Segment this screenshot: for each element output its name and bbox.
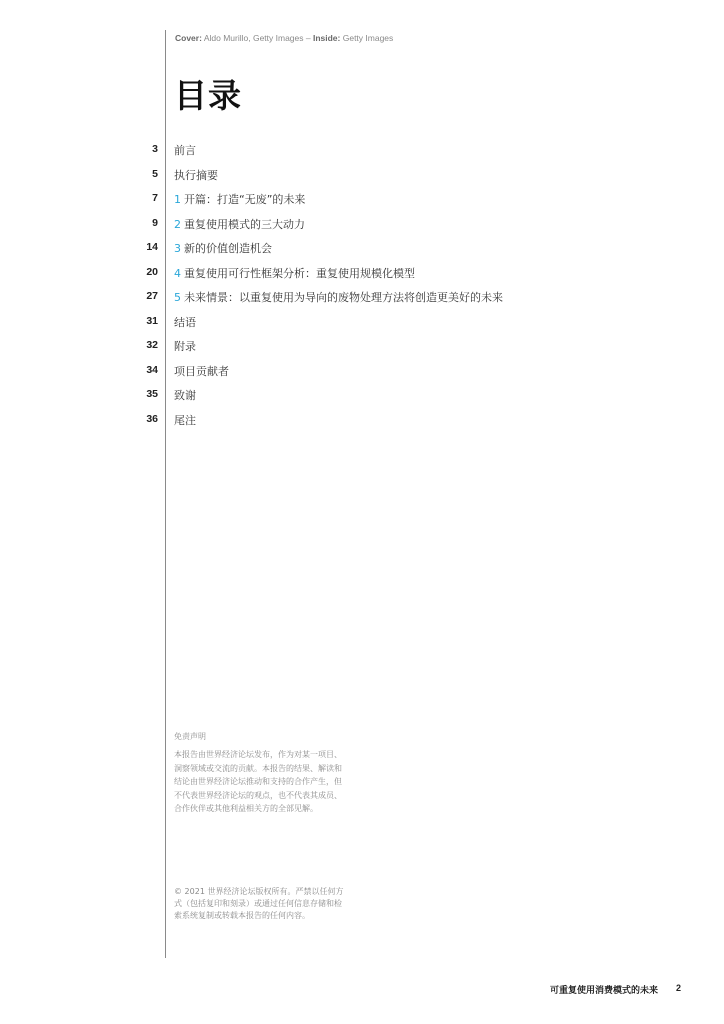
toc-entry[interactable] [0,214,724,239]
copyright-notice: © 2021 世界经济论坛版权所有。严禁以任何方式（包括复印和刻录）或通过任何信息存储和检索系统复制或转载本报告的任何内容。 [174,887,344,920]
toc-entry[interactable] [0,312,724,337]
toc-entry-label [174,363,229,379]
table-of-contents [0,140,724,434]
inside-credit-text: Getty Images [340,33,394,43]
toc-page-number: 9 [152,216,158,229]
toc-chapter-number: 2 [174,217,181,231]
toc-entry-label [174,240,272,256]
inside-credit-label: Inside: [312,33,341,43]
toc-entry[interactable] [0,189,724,214]
toc-page-number: 27 [146,290,158,302]
toc-entry-label [174,265,415,281]
toc-entry[interactable] [0,336,724,361]
toc-entry[interactable] [0,385,724,410]
toc-entry[interactable] [0,140,724,165]
disclaimer [174,730,349,815]
photo-credit [175,33,393,43]
toc-entry-label [174,142,196,158]
cover-credit-text: Aldo Murillo, Getty Images – [201,33,313,43]
toc-entry-text: 致谢 [174,389,196,402]
toc-entry-text: 重复使用可行性框架分析：重复使用规模化模型 [184,266,415,280]
toc-entry-text: 结语 [174,315,196,329]
toc-entry-label [174,216,305,232]
toc-entry[interactable] [0,238,724,263]
toc-chapter-number: 5 [174,291,181,304]
toc-entry[interactable] [0,165,724,190]
toc-page-number: 32 [146,339,158,351]
toc-entry-text: 新的价值创造机会 [184,242,272,255]
toc-chapter-number: 3 [174,242,181,255]
disclaimer-heading: 免责声明 [174,732,206,741]
toc-entry[interactable] [0,361,724,386]
toc-page-number: 34 [146,363,158,376]
footer-report-title: 可重复使用消费模式的未来 [549,986,658,996]
toc-entry-text: 未来情景：以重复使用为导向的废物处理方法将创造更美好的未来 [184,291,503,304]
page-title: 目录 [174,76,242,115]
cover-credit-label: Cover: [175,33,202,43]
toc-entry-label [174,167,218,183]
toc-entry-text: 重复使用模式的三大动力 [184,217,305,231]
toc-page-number: 35 [146,388,158,400]
toc-page-number: 3 [152,143,158,155]
toc-entry-text: 项目贡献者 [174,364,229,378]
toc-entry[interactable] [0,287,724,312]
toc-entry[interactable] [0,410,724,435]
toc-entry-label [174,314,196,330]
toc-page-number: 7 [152,192,158,204]
toc-entry-text: 尾注 [174,413,196,427]
toc-entry-label [174,289,503,305]
toc-page-number: 31 [146,314,158,327]
toc-entry-label [174,338,196,354]
toc-entry-label [174,387,196,403]
toc-page-number: 14 [146,241,158,253]
toc-entry-text: 前言 [174,144,196,157]
toc-chapter-number: 4 [174,266,181,280]
disclaimer-body: 本报告由世界经济论坛发布，作为对某一项目、洞察领域或交流的贡献。本报告的结果、解读和结论由世界经济论坛推动和支持的合作产生，但不代表世界经济论坛的观点，也不代表其成员、合作伙伴或其他利益相关方的全部见解。 [174,750,342,814]
toc-page-number: 36 [146,412,158,425]
footer-page-number: 2 [676,983,682,993]
toc-entry[interactable] [0,263,724,288]
toc-entry-text: 附录 [174,340,196,353]
toc-page-number: 20 [146,265,158,278]
toc-page-number: 5 [152,167,158,180]
toc-entry-text: 开篇：打造“无废”的未来 [184,193,306,206]
toc-chapter-number: 1 [174,193,181,206]
toc-entry-text: 执行摘要 [174,168,218,182]
toc-entry-label [174,191,305,207]
toc-entry-label [174,412,196,428]
